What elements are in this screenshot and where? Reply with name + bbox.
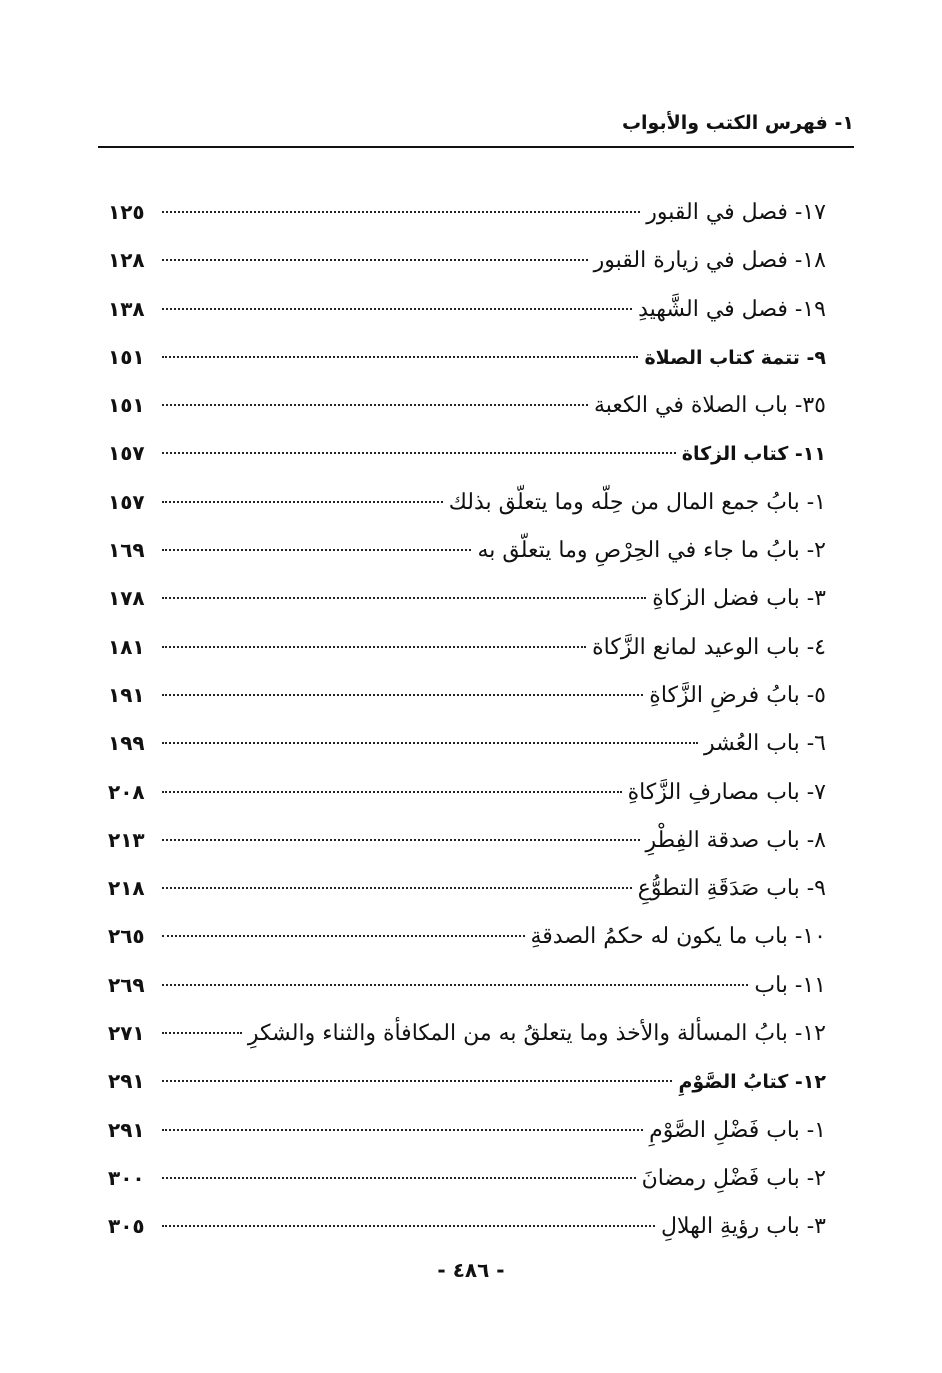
toc-entry (108, 285, 826, 333)
dot-leader (162, 1225, 655, 1227)
dot-leader (162, 1129, 643, 1131)
toc-entry-title: ١- بابُ جمع المال من حِلّه وما يتعلّق بذلك (448, 489, 826, 515)
toc-entry (108, 381, 826, 429)
toc-entry-title: ٣- باب رؤيةِ الهلالِ (660, 1214, 826, 1240)
toc-entry-page: ١٢٨ (108, 248, 145, 273)
toc-section-heading (108, 429, 826, 477)
toc-entry (108, 671, 826, 719)
toc-entry (108, 961, 826, 1009)
toc-entry-page: ٢٦٥ (108, 924, 145, 949)
dot-leader (162, 501, 443, 503)
toc-entry (108, 236, 826, 284)
toc-entry-title: ٩- تتمة كتاب الصلاة (644, 346, 826, 369)
toc-entry-title: ١- باب فَضْلِ الصَّوْمِ (649, 1117, 826, 1143)
toc-entry (108, 574, 826, 622)
toc-entry-title: ١٩- فصل في الشَّهيدِ (638, 296, 826, 322)
page-number: - ٤٨٦ - (437, 1258, 505, 1282)
toc-entry (108, 1106, 826, 1154)
dot-leader (162, 211, 640, 213)
dot-leader (162, 694, 643, 696)
running-header (98, 108, 854, 148)
toc-entry (108, 188, 826, 236)
toc-entry-page: ٢١٣ (108, 827, 145, 852)
toc-entry-title: ٨- باب صدقة الفِطْرِ (645, 827, 826, 853)
toc-entry-page: ١٨١ (108, 634, 145, 659)
toc-entry-page: ٢٩١ (108, 1117, 145, 1142)
toc-entry-title: ١٠- باب ما يكون له حكمُ الصدقةِ (530, 924, 826, 950)
toc-entry (108, 719, 826, 767)
toc-entry (108, 768, 826, 816)
toc-entry-page: ١٦٩ (108, 538, 145, 563)
toc-entry (108, 526, 826, 574)
toc-entry-title: ١١- كتاب الزكاة (681, 443, 826, 466)
toc-entry-title: ٦- باب العُشر (704, 731, 826, 757)
toc-entry-page: ١٣٨ (108, 296, 145, 321)
dot-leader (162, 791, 622, 793)
toc-entry-title: ٤- باب الوعيد لمانع الزَّكاة (592, 634, 826, 660)
toc-entry-title: ١١- باب (754, 972, 826, 998)
toc-entry-title: ٩- باب صَدَقَةِ التطوُّعِ (637, 876, 826, 902)
toc-entry-page: ٣٠٥ (108, 1214, 145, 1239)
toc-section-heading (108, 333, 826, 381)
dot-leader (162, 984, 748, 986)
toc-entry (108, 623, 826, 671)
toc-entry-page: ٢٩١ (108, 1069, 145, 1094)
toc-entry-title: ١٢- بابُ المسألة والأخذ وما يتعلقُ به من المكافأة والثناء والشكرِ (247, 1021, 826, 1047)
toc-entry-page: ٢١٨ (108, 876, 145, 901)
toc-entry-page: ١٩١ (108, 682, 145, 707)
dot-leader (162, 259, 588, 261)
toc-entry-title: ٣٥- باب الصلاة في الكعبة (594, 393, 826, 419)
dot-leader (162, 742, 698, 744)
toc-entry-page: ١٥١ (108, 344, 145, 369)
toc-entry-page: ١٥٧ (108, 441, 145, 466)
table-of-contents (108, 188, 826, 1251)
dot-leader (162, 549, 471, 551)
toc-entry-page: ٣٠٠ (108, 1165, 145, 1190)
toc-entry-page: ٢٦٩ (108, 972, 145, 997)
dot-leader (162, 597, 646, 599)
dot-leader (162, 646, 586, 648)
dot-leader (162, 452, 676, 454)
dot-leader (162, 1177, 636, 1179)
toc-entry (108, 864, 826, 912)
toc-entry (108, 1009, 826, 1057)
toc-entry (108, 912, 826, 960)
header-title: ١- فهرس الكتب والأبواب (621, 112, 854, 134)
dot-leader (162, 404, 588, 406)
toc-entry-page: ١٩٩ (108, 731, 145, 756)
toc-entry-title: ١٨- فصل في زيارة القبور (593, 248, 826, 274)
dot-leader (162, 1032, 242, 1034)
toc-entry-title: ٢- باب فَضْلِ رمضانَ (641, 1165, 826, 1191)
toc-entry-title: ١٢- كتابُ الصَّوْمِ (678, 1071, 826, 1094)
toc-entry-title: ٧- باب مصارفِ الزَّكاةِ (627, 779, 826, 805)
toc-entry-page: ١٢٥ (108, 200, 145, 224)
toc-entry-page: ١٥٧ (108, 489, 145, 514)
toc-entry (108, 1154, 826, 1202)
toc-entry-title: ١٧- فصل في القبور (646, 200, 826, 225)
dot-leader (162, 887, 632, 889)
toc-entry-title: ٥- بابُ فرضِ الزَّكاةِ (649, 682, 826, 708)
toc-entry-page: ١٧٨ (108, 586, 145, 611)
toc-entry (108, 816, 826, 864)
toc-entry-page: ٢٠٨ (108, 779, 145, 804)
dot-leader (162, 1080, 672, 1082)
toc-section-heading (108, 1057, 826, 1105)
dot-leader (162, 356, 638, 358)
toc-entry-page: ٢٧١ (108, 1021, 145, 1046)
toc-entry (108, 478, 826, 526)
dot-leader (162, 308, 632, 310)
toc-entry-title: ٢- بابُ ما جاء في الحِرْصِ وما يتعلّق به (477, 538, 826, 564)
toc-entry-page: ١٥١ (108, 393, 145, 418)
toc-entry-title: ٣- باب فضل الزكاةِ (652, 586, 826, 612)
dot-leader (162, 839, 640, 841)
toc-entry (108, 1202, 826, 1250)
dot-leader (162, 935, 525, 937)
